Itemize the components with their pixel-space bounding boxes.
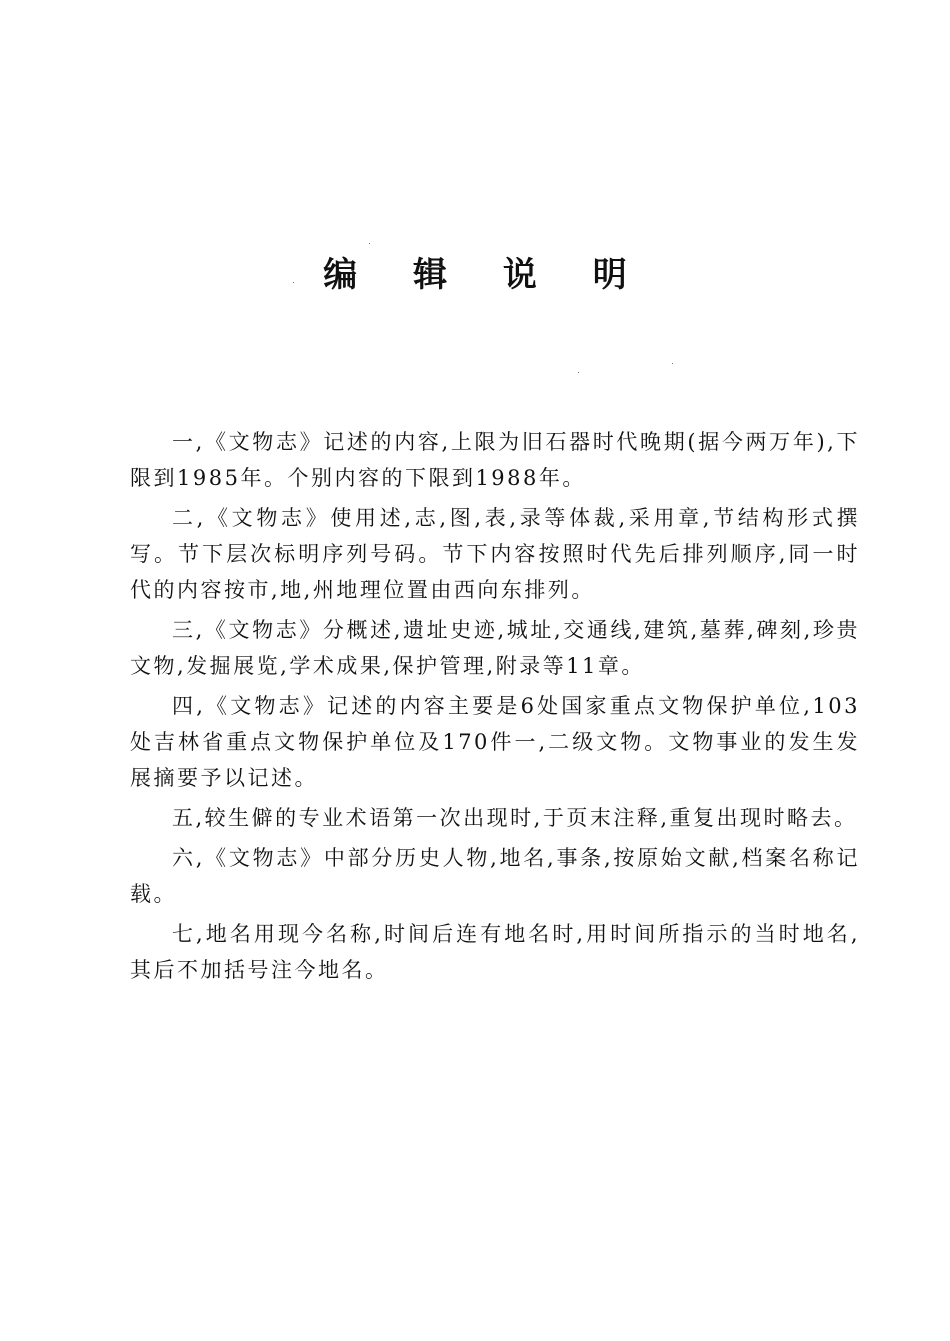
note-paragraph-1: 一,《文物志》记述的内容,上限为旧石器时代晚期(据今两万年),下限到1985年。个别内容的下限到1988年。 (130, 430, 860, 490)
note-paragraph-5: 五,较生僻的专业术语第一次出现时,于页末注释,重复出现时略去。 (172, 806, 858, 830)
page-title: 编 辑 说 明 (323, 255, 649, 295)
scan-speck (293, 282, 294, 283)
scan-speck (578, 372, 579, 373)
note-paragraph-3: 三,《文物志》分概述,遗址史迹,城址,交通线,建筑,墓葬,碑刻,珍贵文物,发掘展览,学术成果,保护管理,附录等11章。 (130, 618, 860, 678)
note-paragraph-7: 七,地名用现今名称,时间后连有地名时,用时间所指示的当时地名,其后不加括号注今地名。 (130, 922, 860, 982)
note-paragraph-4: 四,《文物志》记述的内容主要是6处国家重点文物保护单位,103处吉林省重点文物保护单位及170件一,二级文物。文物事业的发生发展摘要予以记述。 (130, 694, 860, 790)
editorial-notes-body (130, 424, 860, 992)
scan-speck (672, 363, 673, 364)
note-paragraph-6: 六,《文物志》中部分历史人物,地名,事条,按原始文献,档案名称记载。 (130, 846, 860, 906)
note-paragraph-2: 二,《文物志》使用述,志,图,表,录等体裁,采用章,节结构形式撰写。节下层次标明序列号码。节下内容按照时代先后排列顺序,同一时代的内容按市,地,州地理位置由西向东排列。 (130, 506, 860, 602)
scan-speck (369, 243, 370, 244)
